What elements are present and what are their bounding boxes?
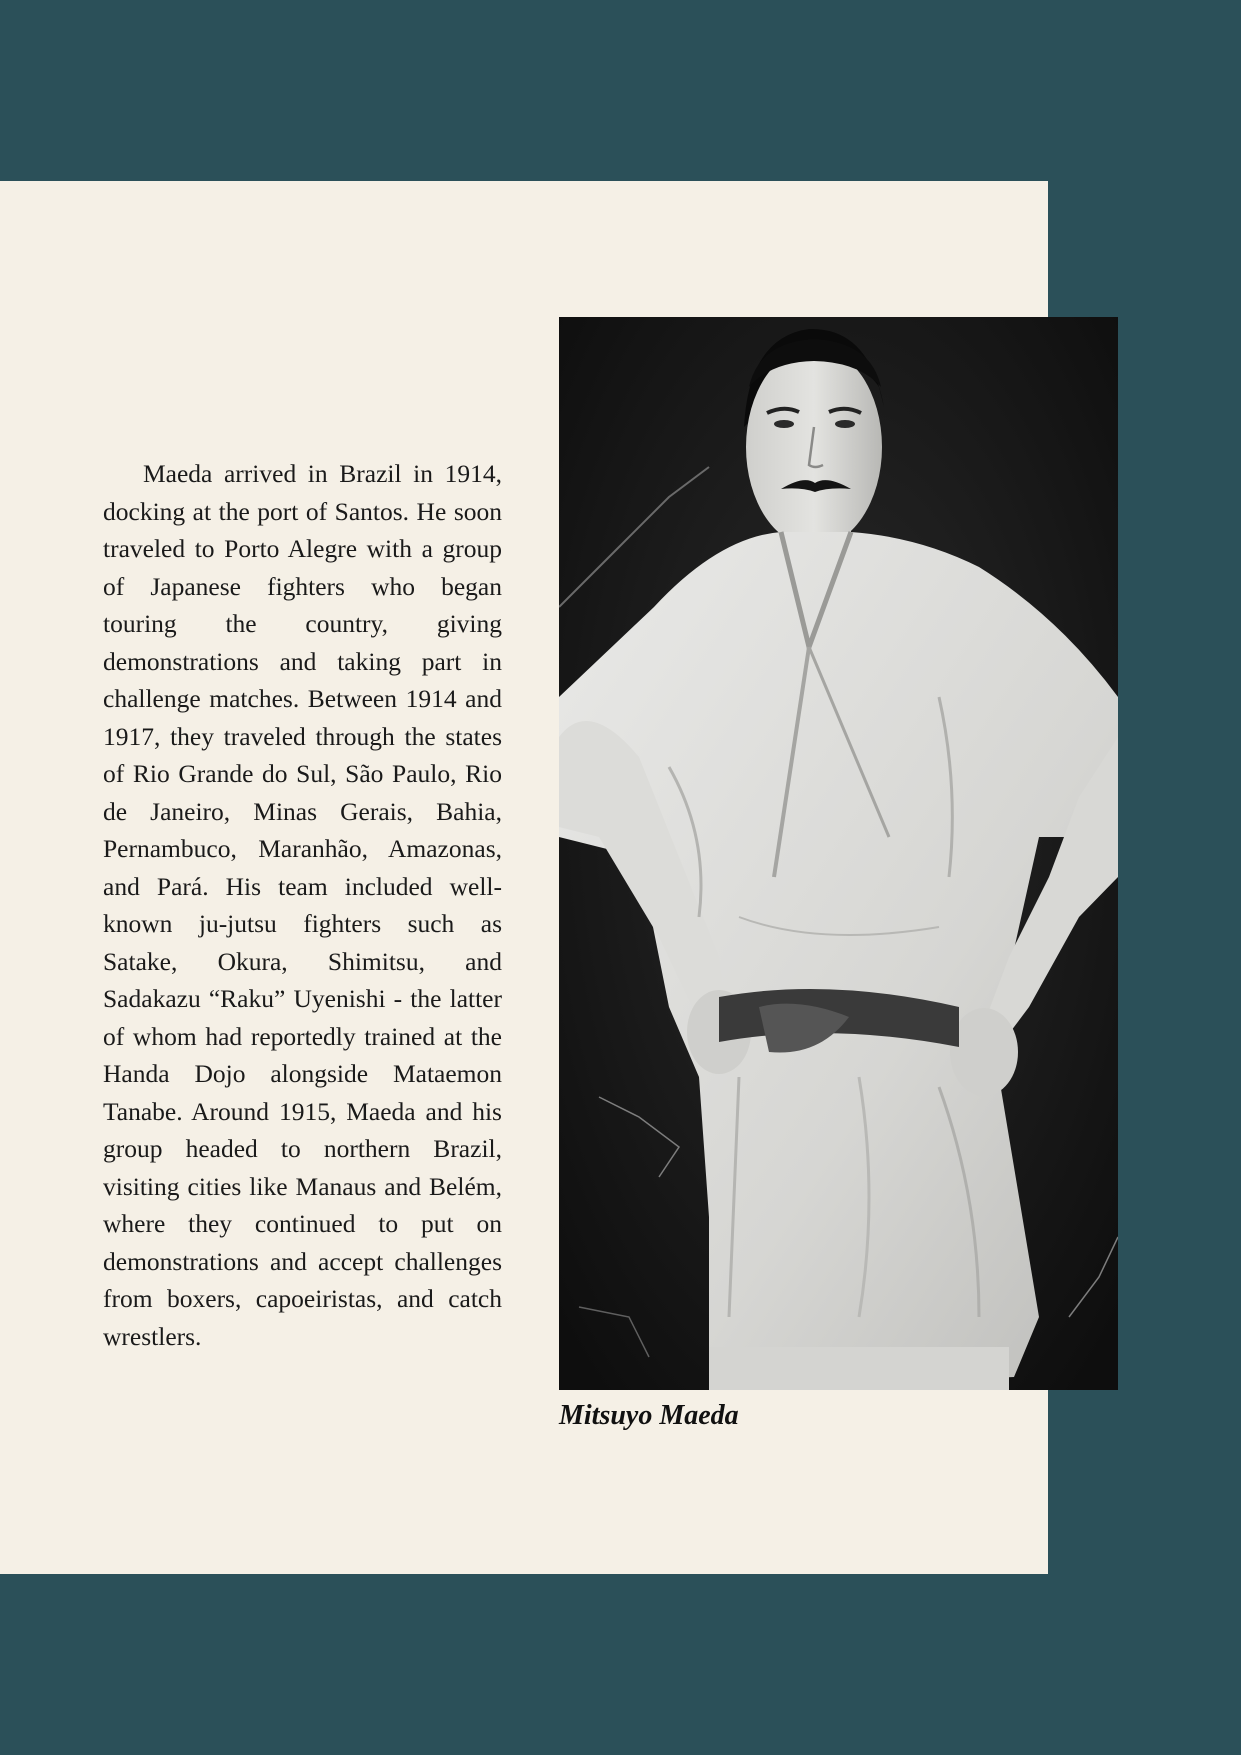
portrait-photo [559, 317, 1118, 1390]
body-paragraph: Maeda arrived in Brazil in 1914, docking at the port of Santos. He soon traveled to Porto Alegre with a group of Japanese fighters who began touring the country, giving demonstrations and taking part in challenge matches. Between 1914 and 1917, they traveled through the states of Rio Grande do Sul, São Paulo, Rio de Janeiro, Minas Gerais, Bahia, Pernambuco, Maranhão, Amazonas, and Pará. His team included well-known ju-jutsu fighters such as Satake, Okura, Shimitsu, and Sadakazu “Raku” Uyenishi - the latter of whom had reportedly trained at the Handa Dojo alongside Mataemon Tanabe. Around 1915, Maeda and his group headed to northern Brazil, visiting cities like Manaus and Belém, where they continued to put on demonstrations and accept challenges from boxers, capoeiristas, and catch wrestlers. [103, 459, 502, 1351]
photo-caption: Mitsuyo Maeda [559, 1400, 739, 1431]
portrait-illustration [559, 317, 1118, 1390]
